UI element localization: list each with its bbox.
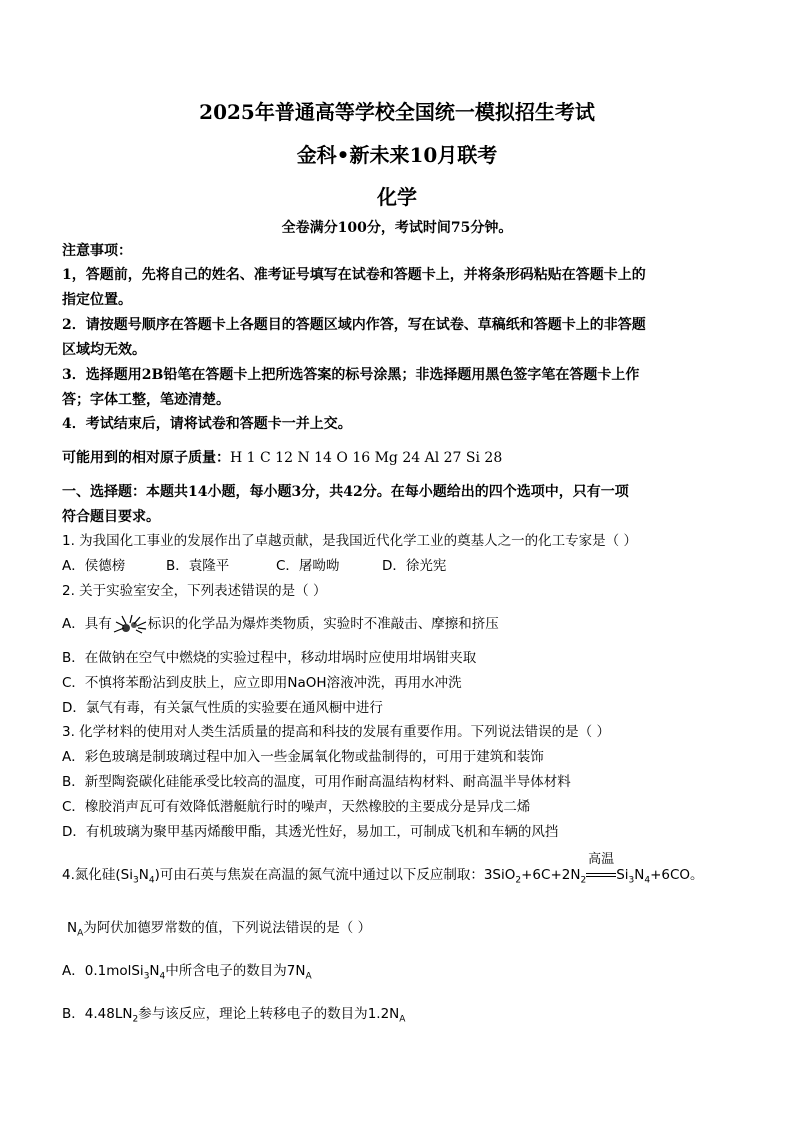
q3-option-b: B．新型陶瓷碳化硅能承受比较高的温度，可用作耐高温结构材料、耐高温半导体材料 [62, 774, 571, 790]
exam-title: 2025年普通高等学校全国统一模拟招生考试 [199, 100, 595, 124]
exam-info: 全卷满分100分，考试时间75分钟。 [281, 220, 513, 236]
q4-stem-mid: 可由石英与焦炭在高温的氮气流中通过以下反应制取： [159, 867, 484, 883]
q4-option-b [62, 1004, 405, 1024]
q4-reaction-equation: $3SiO_2+6C+2N_2$ 高温 $Si_3N_4+6CO$。 [483, 852, 704, 886]
q4-stem [62, 852, 704, 886]
q4-na-symbol: $N_A$ [67, 920, 84, 939]
q4-stem-line2-text: 为阿伏加德罗常数的值，下列说法错误的是（ ） [83, 920, 372, 936]
atomic-mass-values: H 1 C 12 N 14 O 16 Mg 24 Al 27 Si 28 [230, 450, 503, 466]
q3-option-d: D．有机玻璃为聚甲基丙烯酸甲酯，其透光性好，易加工，可制成飞机和车辆的风挡 [62, 824, 559, 840]
section-1-line1: 一、选择题：本题共14小题，每小题3分，共42分。在每小题给出的四个选项中，只有一项 [62, 484, 629, 500]
note-4: 4．考试结束后，请将试卷和答题卡一并上交。 [62, 416, 352, 432]
q4-option-a-formula: A．$0.1molSi_3N_4$ [62, 963, 166, 982]
q4-stem-prefix: 4.氮化硅 [62, 867, 116, 883]
q4-option-b-value: $1.2N_A$ [367, 1006, 406, 1025]
q2-option-b: B．在做钠在空气中燃烧的实验过程中，移动坩埚时应使用坩埚钳夹取 [62, 650, 477, 666]
atomic-mass-label: 可能用到的相对原子质量： [62, 450, 230, 466]
q1-option-c: C．屠呦呦 [276, 558, 340, 574]
note-2a: 2．请按题号顺序在答题卡上各题目的答题区域内作答，写在试卷、草稿纸和答题卡上的非答题 [62, 317, 646, 333]
exam-subtitle: 金科•新未来10月联考 [296, 143, 498, 167]
q4-stem-line2 [67, 918, 371, 938]
q3-stem: 3. 化学材料的使用对人类生活质量的提高和科技的发展有重要作用。下列说法错误的是（ ） [62, 724, 610, 740]
q1-option-b: B．袁隆平 [166, 558, 230, 574]
q3-option-a: A．彩色玻璃是制玻璃过程中加入一些金属氧化物或盐制得的，可用于建筑和装饰 [62, 749, 544, 765]
atomic-mass-line [62, 448, 502, 468]
note-1a: 1，答题前，先将自己的姓名、准考证号填写在试卷和答题卡上，并将条形码粘贴在答题卡上的 [62, 267, 646, 283]
q4-option-b-text: 参与该反应，理论上转移电子的数目为 [138, 1006, 368, 1022]
q1-option-a: A．侯德榜 [62, 558, 126, 574]
section-1-line2: 符合题目要求。 [62, 509, 160, 525]
q4-option-b-formula: B．$4.48LN_2$ [62, 1006, 139, 1025]
explosive-hazard-icon [112, 614, 148, 634]
q4-formula-si3n4: $(Si_3N_4)$ [115, 867, 160, 886]
q1-options [62, 556, 446, 576]
reaction-condition: 高温 [588, 852, 615, 867]
q3-option-c: C．橡胶消声瓦可有效降低潜艇航行时的噪声，天然橡胶的主要成分是异戊二烯 [62, 799, 531, 815]
q2-option-a-prefix: A．具有 [62, 616, 112, 632]
q4-option-a-value: $7N_A$ [286, 963, 312, 982]
note-2b: 区域均无效。 [62, 342, 146, 358]
note-1b: 指定位置。 [62, 292, 132, 308]
q2-stem: 2. 关于实验室安全，下列表述错误的是（ ） [62, 583, 327, 599]
q2-option-c: C．不慎将苯酚沾到皮肤上，应立即用NaOH溶液冲洗，再用水冲洗 [62, 675, 462, 691]
note-3a: 3．选择题用2B铅笔在答题卡上把所选答案的标号涂黑；非选择题用黑色签字笔在答题卡上作 [62, 367, 640, 383]
q2-option-a-text: 标识的化学品为爆炸类物质，实验时不准敲击、摩擦和挤压 [147, 616, 499, 632]
q2-option-d: D．氯气有毒，有关氯气性质的实验要在通风橱中进行 [62, 700, 383, 716]
note-3b: 答；字体工整，笔迹清楚。 [62, 392, 230, 408]
q4-option-a-text: 中所含电子的数目为 [165, 963, 287, 979]
q1-stem: 1. 为我国化工事业的发展作出了卓越贡献，是我国近代化学工业的奠基人之一的化工专家是（ ） [62, 533, 637, 549]
notes-heading: 注意事项： [62, 243, 132, 259]
q2-option-a [62, 614, 499, 634]
subject-title: 化学 [377, 185, 417, 209]
q1-option-d: D．徐光宪 [382, 558, 447, 574]
q4-option-a [62, 961, 312, 981]
